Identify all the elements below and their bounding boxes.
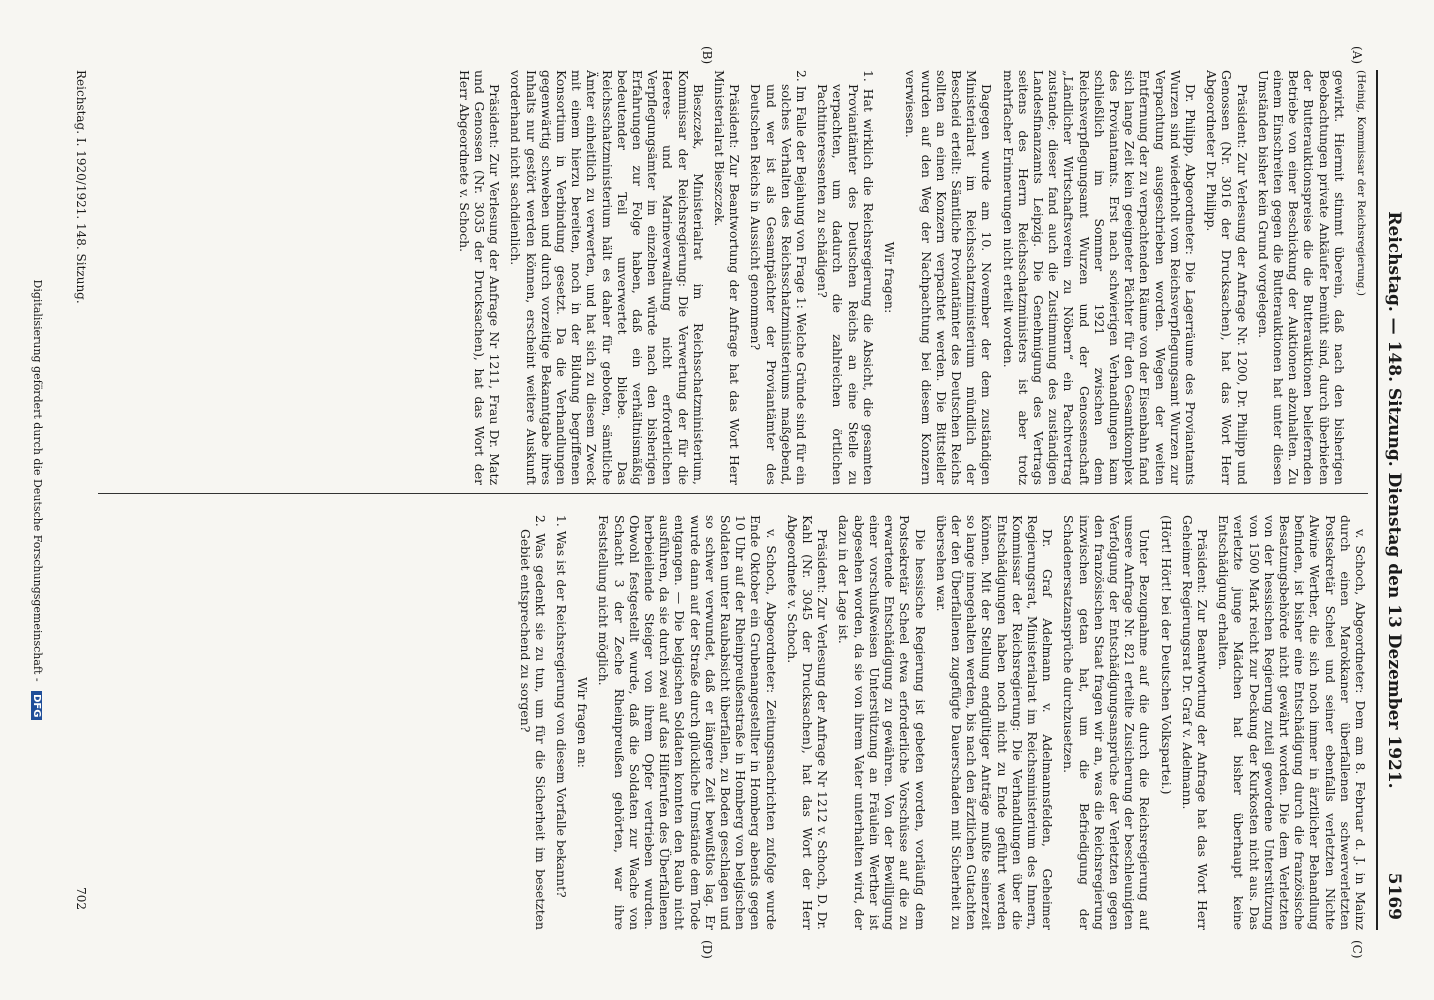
column-divider xyxy=(98,493,1368,494)
paragraph: Die hessische Regierung ist gebeten worden, vorläufig dem Postsekretär Scheel etwa erforderliche Vorschüsse auf die zu erwartende Entschädigung zu gewähren. Von der Bewilligung einer vorschußweisen Unterstützung an Fräulein Werther ist abgesehen worden, da sie von ihrem Vater unterhalten wird, der dazu in der Lage ist. xyxy=(836,515,928,930)
paragraph-speech: Bieszczek, Ministerialrat im Reichsschatzministerium, Kommissar der Reichsregierung: Die Verwertung der für die Heeres- und Marineverwaltung nicht erforderlichen Verpflegungsämter im einzelnen würde nach den bisherigen Erfahrungen zur Folge haben, daß ein verhältnismäßig bedeutender Teil unverwertet bliebe. Das Reichsschatzministerium hält es daher für geboten, sämtliche Ämter einheitlich zu verwerten, und hat sich zu diesem Zweck mit einem hierzu bereiten, noch in der Bildung begriffenen Konsortium in Verbindung gesetzt. Da die Verhandlungen gegenwärtig schweben und durch vorzeitige Bekanntgabe ihres Inhalts nur gestört werden können, erscheint weitere Auskunft vorderhand nicht sachdienlich. xyxy=(508,70,706,485)
paragraph-speech: v. Schoch, Abgeordneter: Dem am 8. Februar d. J. in Mainz durch einen Marokkaner überfallenen schwerverletzten Postsekretär Scheel und seiner ebenfalls verletzten Nichte Alwine Werther, die sich noch immer in ärztlicher Behandlung befinden, ist bisher eine Entschädigung durch die französische Besatzungsbehörde nicht gewährt worden. Die dem Verletzten von der hessischen Regierung zuteil gewordene Unterstützung von 1500 Mark reicht zur Deckung der Kurkosten nicht aus. Das verletzte junge Mädchen hat bisher überhaupt keine Entschädigung erhalten. xyxy=(1216,515,1368,930)
footer-left: Reichstag. I. 1920/1921. 148. Sitzung. xyxy=(74,70,88,304)
margin-marker-d: (D) xyxy=(700,940,714,959)
paragraph-president: Präsident: Zur Beantwortung der Anfrage hat das Wort Herr Geheimer Regierungsrat Dr. Graf v. Adelmann. xyxy=(1179,515,1210,930)
question-intro: Wir fragen an: xyxy=(575,677,591,768)
question-item: 2. Im Falle der Bejahung von Frage 1: Welche Gründe sind für ein solches Verhalten des Reichsschatzministeriums maßgebend, und wer ist als Gesamtpächter der Proviantämter des Deutschen Reichs in Aussicht genommen? xyxy=(748,70,810,485)
dfg-logo-icon: DFG xyxy=(31,691,42,720)
paragraph-speech: v. Schoch, Abgeordneter: Zeitungsnachrichten zufolge wurde Ende Oktober ein Grubenangestellter in Homberg abends gegen 10 Uhr auf der Rheinpreußenstraße in Homberg von belgischen Soldaten unter Raubabsicht überfallen, zu Boden geschlagen und so schwer verwundet, daß er längere Zeit bewußtlos lag. Er wurde dann auf der Straße durch glückliche Umstände dem Tode entgangen. — Die belgischen Soldaten konnten den Raub nicht ausführen, da sie durch zwei auf das Hilferufen des Überfallenen herbeieilende Steiger von ihrem Opfer vertrieben wurden. Obwohl festgestellt wurde, daß die Soldaten zur Wache von Schacht 3 der Zeche Rheinpreußen gehörten, war ihre Feststellung nicht möglich. xyxy=(596,515,779,930)
question-item: 1. Was ist der Reichsregierung von diesem Vorfalle bekannt? xyxy=(554,515,570,898)
page-header xyxy=(1376,70,1406,930)
left-column xyxy=(98,70,1368,485)
margin-marker-a: (A) xyxy=(1350,46,1364,65)
question-item: 2. Was gedenkt sie zu tun, um für die Sicherheit im besetzten Gebiet entsprechend zu sorgen? xyxy=(517,515,548,930)
paragraph-speech: Dr. Philipp, Abgeordneter: Die Lagerräume des Proviantamts Wurzen sind wiederholt vom Reichsverpflegungsamt Wurzen zur Verpachtung ausgeschrieben worden. Wegen der weiten Entfernung der zu verpachtenden Räume von der Eisenbahn fand sich lange Zeit kein geeigneter Pächter für den Gesamtkomplex des Proviantamts. Erst nach schwierigen Verhandlungen kam schließlich im Sommer 1921 zwischen dem Reichsverpflegungsamt Wurzen und der Genossenschaft „Ländlicher Wirtschaftsverein zu Nöbern“ ein Pachtvertrag zustande; dieser fand auch die Zustimmung des zuständigen Landesfinanzamts Leipzig. Die Genehmigung des Vertrags seitens des Herrn Reichsschatzministers ist aber trotz mehrfacher Erinnerungen nicht erteilt worden. xyxy=(1000,70,1198,485)
interjection: (Hört! Hört! bei der Deutschen Volkspartei.) xyxy=(1158,515,1174,795)
right-column xyxy=(98,515,1368,930)
credit-text: Digitalisierung gefördert durch die Deutsche Forschungsgemeinschaft - xyxy=(31,279,44,682)
question-item: 1. Hat wirklich die Reichsregierung die Absicht, die gesamten Proviantämter des Deutschen Reichs an eine Stelle zu verpachten, um dadurch die zahlreichen örtlichen Pachtinteressenten zu schädigen? xyxy=(815,70,876,485)
header-title: Reichstag. — 148. Sitzung. Dienstag den 13 Dezember 1921. xyxy=(1384,211,1404,789)
paragraph-president: Präsident: Zur Beantwortung der Anfrage hat das Wort Herr Ministerialrat Bieszczek. xyxy=(712,70,743,485)
paragraph-president: Präsident: Zur Verlesung der Anfrage Nr 1211, Frau Dr. Matz und Genossen (Nr. 3035 der Drucksachen), hat das Wort der Herr Abgeordnete v. Schoch. xyxy=(456,70,503,485)
speaker-note: (Heinig, Kommissar der Reichsregierung.) xyxy=(1355,70,1367,296)
header-page-number: 5169 xyxy=(1384,872,1404,920)
page-footer xyxy=(66,70,88,930)
margin-marker-c: (C) xyxy=(1350,940,1364,959)
footer-page-number: 702 xyxy=(74,887,88,910)
question-intro: Wir fragen: xyxy=(882,241,898,314)
paragraph: Dagegen wurde am 10. November der dem zuständigen Ministerialrat im Reichsschatzministerium mündlich der Bescheid erteilt: Sämtliche Proviantämter des Deutschen Reichs sollten an einen Konzern verpachtet werden. Die Bittsteller wurden auf den Weg der Nachpachtung bei diesem Konzern verwiesen. xyxy=(903,70,995,485)
paragraph: gewirkt. Hiermit stimmt überein, daß nach den bisherigen Beobachtungen private Ankäufer bemüht sind, durch überbieten der Butterauktionspreise die die Butterauktionen beliefernden Betriebe von einer Beschickung der Auktionen abzuhalten. Zu einem Einschreiten gegen die Butterauktionen hat unter diesen Umständen bisher kein Grund vorgelegen. xyxy=(1255,70,1347,485)
margin-marker-b: (B) xyxy=(700,46,714,65)
paragraph-president: Präsident: Zur Verlesung der Anfrage Nr. 1200, Dr. Philipp und Genossen (Nr. 3016 der Drucksachen), hat das Wort Herr Abgeordneter Dr. Philipp. xyxy=(1204,70,1250,485)
digitization-credit xyxy=(31,0,44,1000)
paragraph-speech: Dr. Graf Adelmann v. Adelmannsfelden, Geheimer Regierungsrat, Ministerialrat im Reichsministerium des Innern, Kommissar der Reichsregierung: Die Verhandlungen über die Entschädigungen haben noch nicht zu Ende geführt werden können. Mit der Stellung endgültiger Anträge mußte seinerzeit so lange innegehalten werden, bis nach den ärztlichen Gutachten der den Überfallenen zugefügte Dauerschaden mit Sicherheit zu übersehen war. xyxy=(933,515,1056,930)
paragraph-president: Präsident: Zur Verlesung der Anfrage Nr 1212 v. Schoch, D. Dr. Kahl (Nr. 3045 der Drucksachen), hat das Wort der Herr Abgeordnete v. Schoch. xyxy=(784,515,831,930)
paragraph: Unter Bezugnahme auf die durch die Reichsregierung auf unsere Anfrage Nr. 821 erteilte Zusicherung der beschleunigten Verfolgung der Entschädigungsansprüche der Verletzten gegen den französischen Staat fragen wir an, was die Reichsregierung inzwischen getan hat, um die Befriedigung der Schadenersatzansprüche durchzusetzen. xyxy=(1061,515,1153,930)
